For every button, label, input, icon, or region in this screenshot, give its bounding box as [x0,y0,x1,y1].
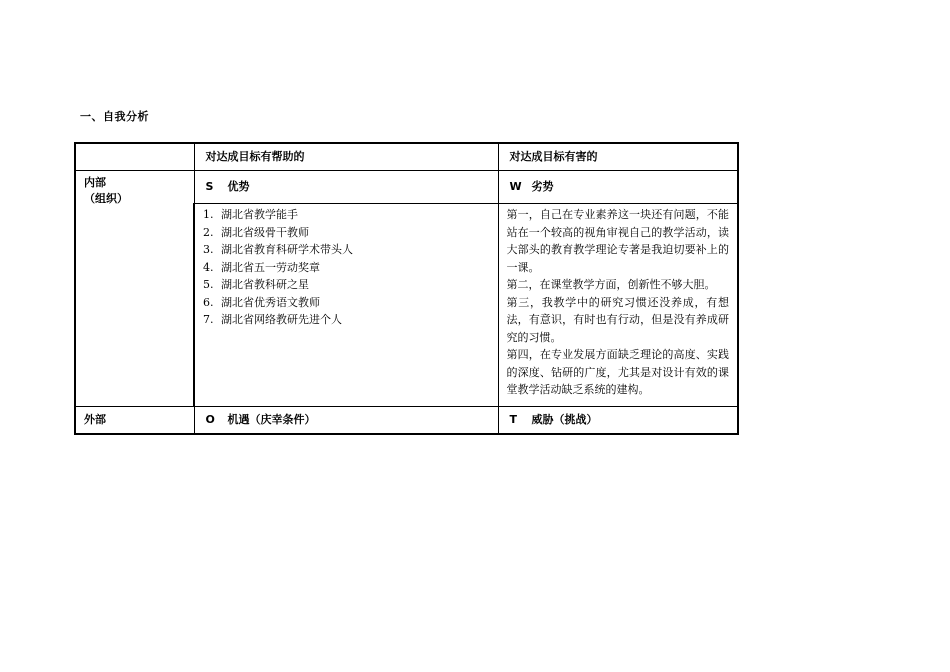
list-item: 6. 湖北省优秀语文教师 [203,295,320,309]
internal-title-row [75,171,738,204]
header-harmful: 对达成目标有害的 [498,143,738,171]
corner-cell [75,143,194,171]
weakness-paragraph-1: 第一，自己在专业素养这一块还有问题，不能站在一个较高的视角审视自己的教学活动，读大部头的教育教学理论专著是我迫切要补上的一课。 [506,208,729,274]
threat-letter: T [509,413,518,426]
list-item: 7. 湖北省网络教研先进个人 [203,313,342,326]
list-item: 5. 湖北省教科研之星 [203,278,309,291]
opportunity-cell [194,407,498,435]
weakness-title-cell [498,171,738,204]
weakness-paragraph-4: 第四，在专业发展方面缺乏理论的高度、实践的深度、钻研的广度，尤其是对设计有效的课堂教学活动缺乏系统的建构。 [506,348,729,396]
weakness-paragraph-2: 第二，在课堂教学方面，创新性不够大胆。 [506,278,716,291]
weaknesses-cell [498,204,738,407]
list-item: 2. 湖北省级骨干教师 [203,225,309,239]
strength-title: 优势 [227,180,250,193]
weakness-letter: W [509,180,522,193]
table-header-row [75,143,738,171]
strength-title-cell [194,171,498,204]
list-item: 4. 湖北省五一劳动奖章 [203,260,320,274]
strength-letter: S [205,180,214,193]
opportunity-letter: O [205,413,215,426]
internal-label-sub: （组织） [84,192,128,205]
swot-table [74,142,739,435]
weakness-title: 劣势 [531,180,554,193]
strengths-cell [194,204,498,407]
section-heading: 一、自我分析 [80,110,149,123]
threat-title: 威胁（挑战） [531,413,598,426]
internal-label: 内部 [84,176,106,189]
weakness-paragraph-3: 第三，我教学中的研究习惯还没养成，有想法，有意识，有时也有行动，但是没有养成研究的习惯。 [506,295,729,344]
strengths-list [203,206,490,329]
header-helpful: 对达成目标有帮助的 [194,143,498,171]
list-item: 3. 湖北省教育科研学术带头人 [203,243,353,256]
external-label: 外部 [75,407,194,435]
threat-cell [498,407,738,435]
opportunity-title: 机遇（庆幸条件） [227,413,316,426]
internal-label-cell [75,171,194,407]
list-item: 1. 湖北省教学能手 [203,208,298,221]
external-row [75,407,738,435]
